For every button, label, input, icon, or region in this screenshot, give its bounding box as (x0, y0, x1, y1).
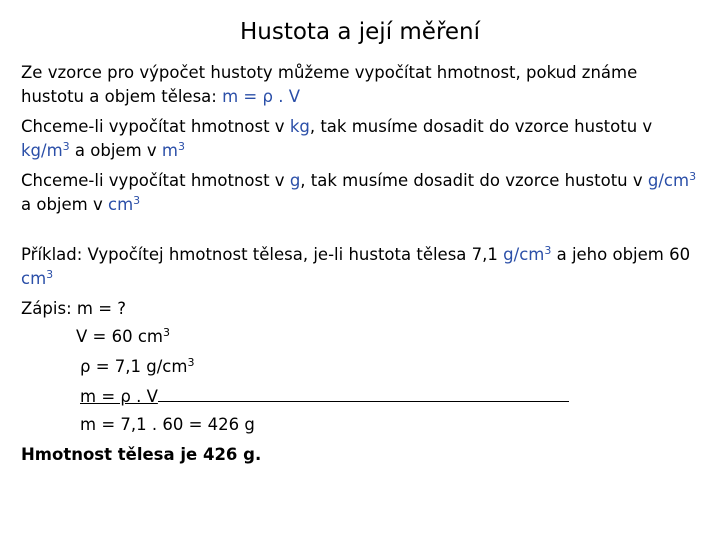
zapis-label: Zápis: m = ? (21, 299, 127, 318)
unit-cm3: $cm^3$ (21, 268, 54, 288)
zapis-formula (21, 383, 701, 409)
paragraph-text: Ze vzorce pro výpočet hustoty můžeme vypočítat hmotnost, pokud známe hustotu a objem tělesa: (21, 63, 638, 106)
unit-cm3: $cm^3$ (108, 194, 141, 214)
paragraph-text: a objem v (69, 141, 162, 160)
unit-kg: kg (289, 117, 310, 136)
unit-m3: $m^3$ (161, 140, 185, 160)
final-answer: Hmotnost tělesa je 426 g. (21, 445, 262, 464)
zapis-calculation: m = 7,1 . 60 = 426 g (80, 415, 255, 434)
unit-kg-per-m3: $kg/m^3$ (21, 140, 70, 160)
paragraph-kg-units (21, 115, 701, 163)
example-text: a jeho objem 60 (551, 245, 691, 264)
paragraph-text: a objem v (21, 195, 108, 214)
paragraph-example (21, 243, 701, 291)
paragraph-text: , tak musíme dosadit do vzorce hustotu v (309, 117, 653, 136)
zapis-density: ρ = 7,1 $g/cm^3$ (80, 356, 195, 376)
paragraph-text: Chceme-li vypočítat hmotnost v (21, 171, 290, 190)
slide-title: Hustota a její měření (239, 19, 481, 45)
answer-blank-line (158, 383, 569, 402)
paragraph-g-units (21, 169, 701, 217)
formula-mass: m = ρ . V (222, 87, 300, 106)
example-text: Příklad: Vypočítej hmotnost tělesa, je-li hustota tělesa 7,1 (21, 245, 504, 264)
unit-g: g (289, 171, 301, 190)
formula-underlined: m = ρ . V (80, 387, 158, 406)
slide-content (21, 61, 701, 467)
paragraph-text: Chceme-li vypočítat hmotnost v (21, 117, 290, 136)
zapis-volume: V = 60 $cm^3$ (76, 326, 170, 346)
paragraph-text: , tak musíme dosadit do vzorce hustotu v (300, 171, 648, 190)
unit-g-per-cm3: $g/cm^3$ (647, 170, 697, 190)
paragraph-formula-intro (21, 61, 701, 109)
unit-g-per-cm3: $g/cm^3$ (503, 244, 552, 264)
